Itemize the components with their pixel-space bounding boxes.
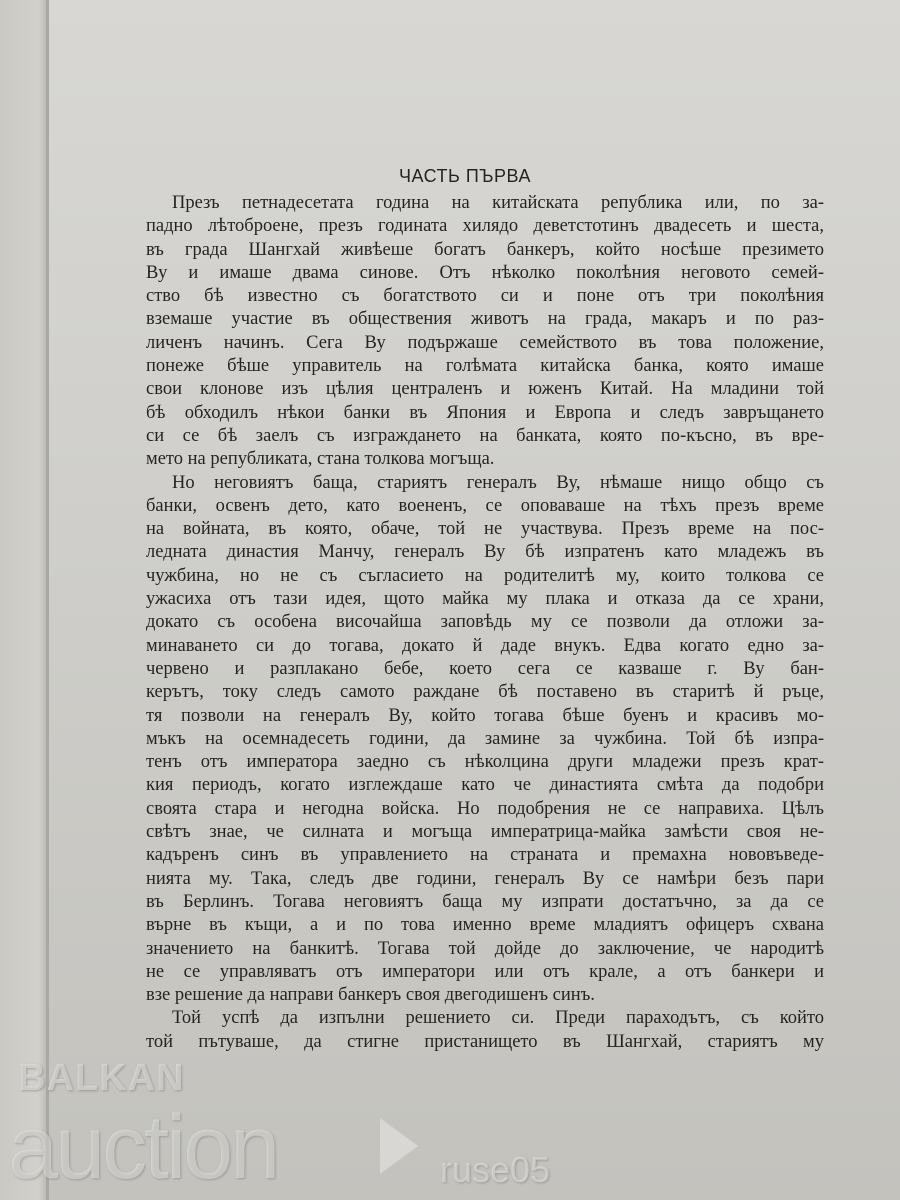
body-text bbox=[146, 192, 824, 1054]
chapter-heading: ЧАСТЬ ПЪРВА bbox=[399, 166, 531, 186]
text-line: падно лѣтоброене, презъ годината хилядо деветстотинъ двадесеть и шеста, bbox=[146, 216, 824, 237]
text-line: значението на банкитѣ. Тогава той дойде до заключение, че народитѣ bbox=[146, 938, 824, 959]
text-line: нията му. Така, следъ две години, генералъ Ву се намѣри безъ пари bbox=[146, 868, 824, 889]
watermark-balkan: BALKAN bbox=[18, 1057, 185, 1099]
text-line: върне въ къщи, а и по това именно време младиятъ офицеръ схвана bbox=[146, 915, 824, 936]
text-line: въ града Шангхай живѣеше богатъ банкеръ, който носѣше презимето bbox=[146, 239, 824, 260]
text-line: банки, освенъ дето, като воененъ, се оповаваше на тѣхъ презъ време bbox=[146, 495, 824, 516]
text-line: Той успѣ да изпълни решението си. Преди параходътъ, съ който bbox=[172, 1008, 824, 1029]
text-line: кадъренъ синъ въ управлението на страната и премахна нововъведе- bbox=[146, 845, 824, 866]
text-line: Ву и имаше двама синове. Отъ нѣколко поколѣния неговото семей- bbox=[146, 262, 824, 283]
text-line: личенъ начинъ. Сега Ву подържаше семейството въ това положение, bbox=[146, 332, 824, 353]
text-line: на войната, въ която, обаче, той не участвува. Презъ време на пос- bbox=[146, 519, 824, 540]
text-line: мето на републиката, стана толкова могъща. bbox=[146, 449, 495, 470]
watermark-auction: auction bbox=[8, 1098, 278, 1198]
text-line: вземаше участие въ обществения животъ на града, макаръ и по раз- bbox=[146, 309, 824, 330]
text-line: ужасиха отъ тази идея, щото майка му плака и отказа да се храни, bbox=[146, 589, 824, 610]
text-line: ледната династия Манчу, генералъ Ву бѣ изпратенъ като младежъ въ bbox=[146, 542, 824, 563]
text-line: бѣ обходилъ нѣкои банки въ Япония и Европа и следъ завръщането bbox=[146, 402, 824, 423]
text-line: той пътуваше, да стигне пристанището въ Шангхай, стариятъ му bbox=[146, 1031, 824, 1052]
text-line: кия периодъ, когато изглеждаше като че династията смѣта да подобри bbox=[146, 775, 824, 796]
text-line: въ Берлинъ. Тогава неговиятъ баща му изпрати достатъчно, за да се bbox=[146, 891, 824, 912]
text-line: мъкъ на осемнадесеть години, да замине за чужбина. Той бѣ изпра- bbox=[146, 728, 824, 749]
text-line: керътъ, току следъ самото раждане бѣ поставено въ старитѣ й ръце, bbox=[146, 682, 824, 703]
text-line: Но неговиятъ баща, стариятъ генералъ Ву, нѣмаше нищо общо съ bbox=[172, 472, 824, 493]
text-line: свои клонове изъ цѣлия централенъ и юженъ Китай. На младини той bbox=[146, 379, 824, 400]
text-line: тенъ отъ императора заедно съ нѣколцина други младежи презъ крат- bbox=[146, 752, 824, 773]
watermark-ruse05: ruse05 bbox=[440, 1149, 551, 1190]
text-line: взе решение да направи банкеръ своя двегодишенъ синъ. bbox=[146, 985, 595, 1006]
text-line: чужбина, но не съ съгласието на родителитѣ му, които толкова се bbox=[146, 565, 824, 586]
text-line: не се управляватъ отъ императори или отъ крале, а отъ банкери и bbox=[146, 961, 824, 982]
text-line: червено и разплакано бебе, което сега се казваше г. Ву бан- bbox=[146, 658, 824, 679]
text-line: тя позволи на генералъ Ву, който тогава бѣше буенъ и красивъ мо- bbox=[146, 705, 824, 726]
text-line: минаването си до тогава, докато й даде внукъ. Едва когато едно за- bbox=[146, 635, 824, 656]
watermark-play-icon bbox=[380, 1118, 418, 1174]
text-line: своята стара и негодна войска. Но подобрения не се направиха. Цѣлъ bbox=[146, 798, 824, 819]
text-line: ство бѣ известно съ богатството си и поне отъ три поколѣния bbox=[146, 286, 824, 307]
text-line: понеже бѣше управитель на голѣмата китайска банка, която имаше bbox=[146, 356, 824, 377]
text-line: Презъ петнадесетата година на китайската република или, по за- bbox=[172, 193, 824, 213]
text-line: докато съ особена височайша заповѣдь му се позволи да отложи за- bbox=[146, 612, 824, 633]
text-line: свѣтъ знае, че силната и могъща императрица-майка замѣсти своя не- bbox=[146, 822, 824, 843]
text-line: си се бѣ заелъ съ изграждането на банката, която по-късно, въ вре- bbox=[146, 425, 824, 446]
